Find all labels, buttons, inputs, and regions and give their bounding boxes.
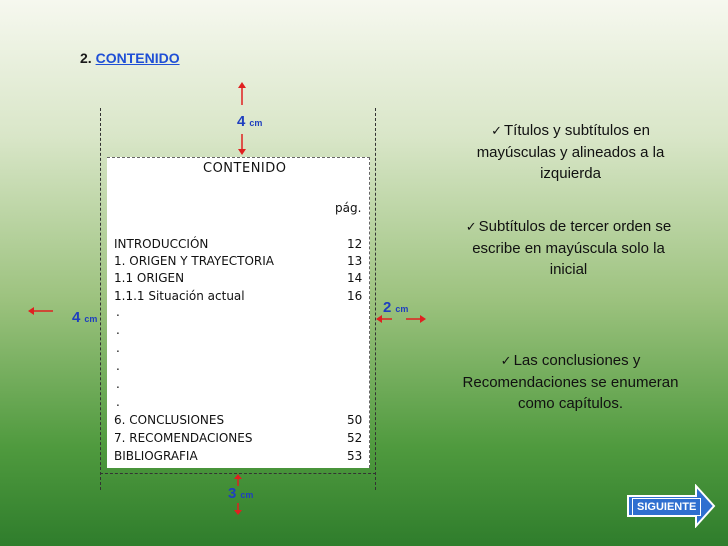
toc-entry-label: 1. ORIGEN Y TRAYECTORIA [114, 254, 275, 268]
right-margin-value: 2 [383, 299, 392, 316]
toc-entry-page: 53 [347, 449, 363, 463]
top-margin-unit: cm [249, 118, 263, 128]
note-text: Las conclusiones y Recomendaciones se enumeran como capítulos. [462, 352, 679, 412]
note-text: Subtítulos de tercer orden se escribe en mayúscula solo la inicial [472, 218, 672, 278]
checkmark-icon: ✓ [500, 354, 512, 369]
bottom-margin-arrow-down-icon [233, 503, 243, 515]
bottom-margin-label [228, 485, 253, 502]
toc-entry-page: 52 [347, 431, 363, 445]
top-margin-value: 4 [237, 113, 246, 130]
toc-entry-label: INTRODUCCIÓN [114, 237, 209, 251]
toc-entry-page: 50 [347, 413, 363, 427]
ellipsis-dot: . [116, 341, 120, 355]
section-title-link[interactable]: CONTENIDO [95, 50, 180, 66]
toc-entry-page: 12 [347, 237, 363, 251]
ellipsis-dot: . [116, 359, 120, 373]
note-block [458, 120, 683, 184]
toc-entry-page: 13 [347, 254, 363, 268]
section-heading [80, 50, 180, 66]
left-guide-line [100, 108, 101, 490]
top-margin-arrow-down-icon [237, 134, 247, 156]
next-button[interactable] [626, 484, 716, 528]
left-margin-value: 4 [72, 309, 81, 326]
ellipsis-dot: . [116, 377, 120, 391]
checkmark-icon: ✓ [465, 220, 477, 235]
checkmark-icon: ✓ [491, 124, 502, 139]
toc-entry-page: 16 [347, 289, 363, 303]
bottom-margin-unit: cm [240, 490, 254, 500]
note-block [458, 350, 683, 414]
section-number: 2. [80, 50, 92, 66]
left-margin-arrow-left-icon [28, 306, 54, 316]
page-column-label: pág. [335, 201, 362, 215]
toc-entry-label: 6. CONCLUSIONES [114, 413, 225, 427]
bottom-margin-value: 3 [228, 485, 237, 502]
toc-entry-label: BIBLIOGRAFIA [114, 449, 198, 463]
right-guide-line [375, 108, 376, 490]
ellipsis-dot: . [116, 395, 120, 409]
note-text: Títulos y subtítulos en mayúsculas y alineados a la izquierda [476, 122, 665, 182]
toc-entry-label: 1.1 ORIGEN [114, 271, 185, 285]
sample-page-title: CONTENIDO [203, 161, 287, 176]
top-margin-label [237, 113, 262, 130]
ellipsis-dot: . [116, 305, 120, 319]
note-block [456, 216, 681, 280]
ellipsis-dot: . [116, 323, 120, 337]
toc-entry-page: 14 [347, 271, 363, 285]
right-margin-unit: cm [395, 304, 409, 314]
top-margin-arrow-up-icon [237, 82, 247, 106]
left-margin-label [72, 309, 97, 326]
toc-entry-label: 1.1.1 Situación actual [114, 289, 245, 303]
toc-entry-label: 7. RECOMENDACIONES [114, 431, 253, 445]
left-margin-unit: cm [84, 314, 98, 324]
sample-contents-page [107, 157, 370, 468]
right-margin-arrow-icon [376, 314, 426, 324]
next-button-label: SIGUIENTE [632, 498, 701, 516]
